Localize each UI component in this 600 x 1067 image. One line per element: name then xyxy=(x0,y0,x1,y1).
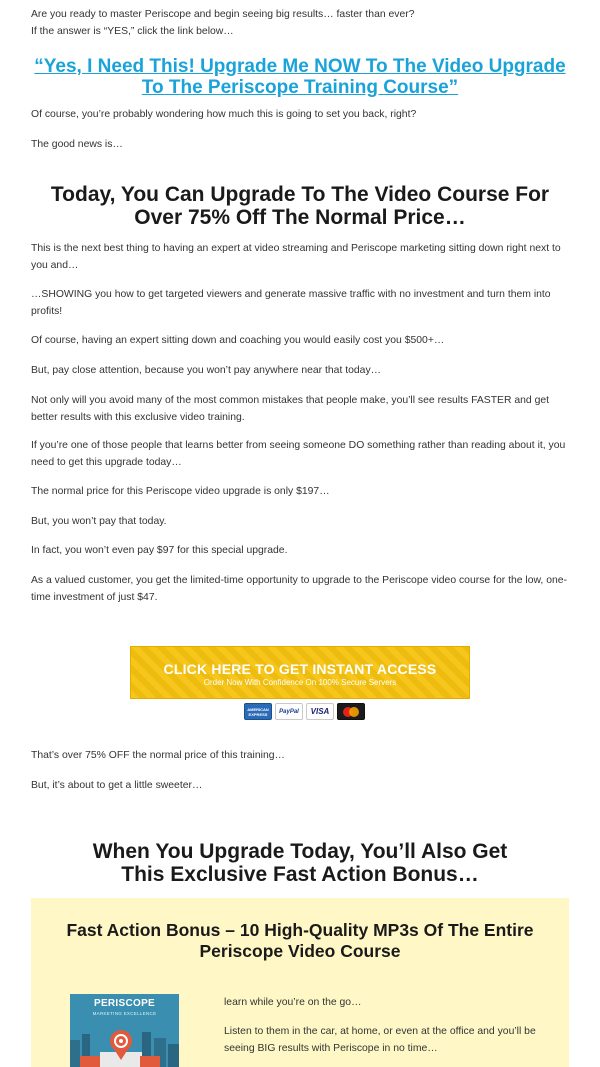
payment-cards xyxy=(244,703,365,720)
bonus-title xyxy=(31,920,569,962)
bonus-title-line-2: Periscope Video Course xyxy=(199,941,401,961)
para-wondering: Of course, you’re probably wondering how much this is going to set you back, right? xyxy=(31,109,417,120)
headline-bonus xyxy=(31,840,569,886)
amex-card-icon: AMERICAN EXPRESS xyxy=(244,703,272,720)
paypal-card-icon: PayPal xyxy=(275,703,303,720)
city-pin-illustration xyxy=(70,994,179,1067)
para-normal-price: The normal price for this Periscope video upgrade is only $197… xyxy=(31,486,330,497)
para-learns-better: If you’re one of those people that learns better from seeing someone DO something rather than reading about it, you need to get this upgrade today… xyxy=(31,440,566,468)
cover-subtitle: MARKETING EXCELLENCE xyxy=(92,1011,157,1016)
para-showing: …SHOWING you how to get targeted viewers and generate massive traffic with no investment and turn them into profits! xyxy=(31,289,551,317)
upgrade-link[interactable] xyxy=(31,56,569,98)
para-over-75: That’s over 75% OFF the normal price of this training… xyxy=(31,750,285,761)
headline-bonus-line-1: When You Upgrade Today, You’ll Also Get xyxy=(92,840,508,863)
headline-discount xyxy=(31,183,569,229)
bonus-title-line-1: Fast Action Bonus – 10 High-Quality MP3s Of The Entire xyxy=(66,920,534,940)
bonus-text-listen: Listen to them in the car, at home, or even at the office and you’ll be seeing BIG results with Periscope in no time… xyxy=(224,1026,536,1054)
para-attention: But, pay close attention, because you won’t pay anywhere near that today… xyxy=(31,365,382,376)
para-not-97: In fact, you won’t even pay $97 for this special upgrade. xyxy=(31,545,288,556)
intro-line-2: If the answer is “YES,” click the link below… xyxy=(31,26,234,37)
periscope-course-cover-image xyxy=(70,994,179,1067)
headline-bonus-line-2: This Exclusive Fast Action Bonus… xyxy=(121,863,479,886)
mastercard-yellow-circle xyxy=(349,707,359,717)
upgrade-link-line-2[interactable]: To The Periscope Training Course” xyxy=(141,77,459,98)
headline-discount-line-1: Today, You Can Upgrade To The Video Course For xyxy=(50,183,550,206)
para-valued-customer: As a valued customer, you get the limited-time opportunity to upgrade to the Periscope video course for the low, one-time investment of just $47. xyxy=(31,575,567,603)
para-cost: Of course, having an expert sitting down and coaching you would easily cost you $500+… xyxy=(31,335,445,346)
upgrade-link-line-1[interactable]: “Yes, I Need This! Upgrade Me NOW To The Video Upgrade xyxy=(34,56,566,77)
para-wont-pay: But, you won’t pay that today. xyxy=(31,516,167,527)
para-expert: This is the next best thing to having an expert at video streaming and Periscope marketing sitting down right next to you and… xyxy=(31,243,561,271)
cover-title: PERISCOPE xyxy=(93,998,156,1009)
para-sweeter: But, it’s about to get a little sweeter… xyxy=(31,780,203,791)
bonus-text-go: learn while you’re on the go… xyxy=(224,997,362,1008)
visa-card-icon: VISA xyxy=(306,703,334,720)
headline-discount-line-2: Over 75% Off The Normal Price… xyxy=(134,206,466,229)
para-mistakes: Not only will you avoid many of the most common mistakes that people make, you’ll see results FASTER and get better results with this exclusive video training. xyxy=(31,395,550,423)
para-good-news: The good news is… xyxy=(31,139,123,150)
cta-sub-label[interactable]: Order Now With Confidence On 100% Secure Servers xyxy=(203,678,397,687)
mastercard-icon xyxy=(337,703,365,720)
cta-main-label[interactable]: CLICK HERE TO GET INSTANT ACCESS xyxy=(163,661,437,677)
fast-action-bonus-box xyxy=(31,898,569,1067)
intro-line-1: Are you ready to master Periscope and begin seeing big results… faster than ever? xyxy=(31,9,415,20)
instant-access-button[interactable] xyxy=(130,646,470,699)
